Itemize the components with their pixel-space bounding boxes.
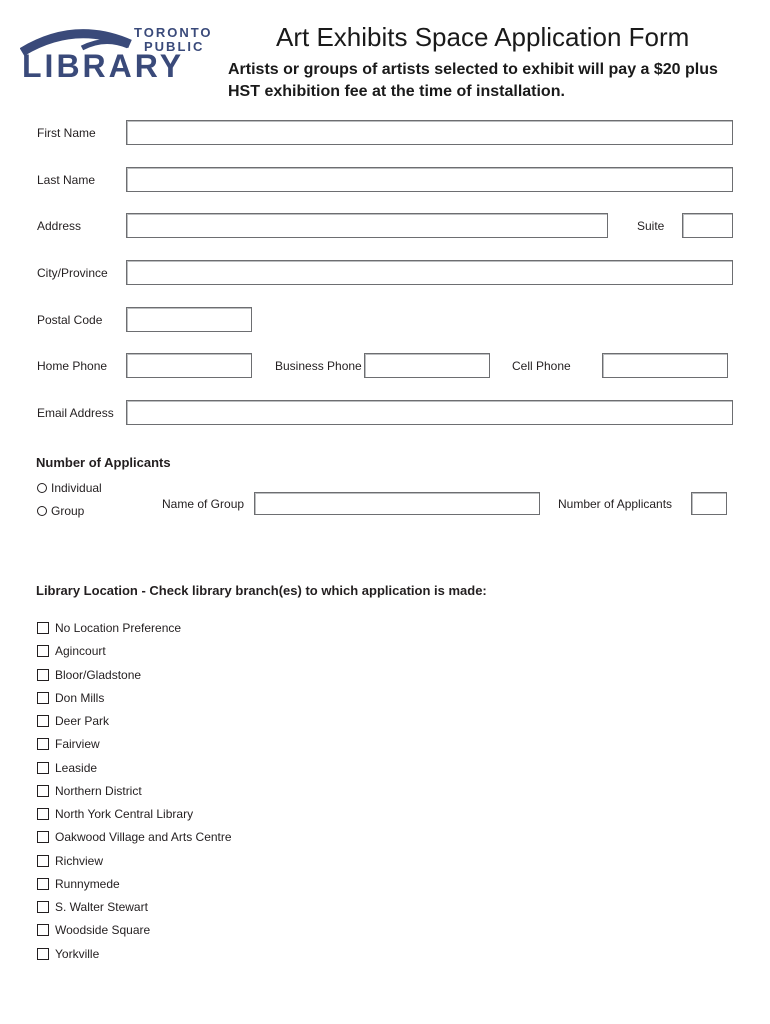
checkbox[interactable]: [37, 831, 49, 843]
number-of-applicants-field[interactable]: [691, 492, 727, 515]
location-option-runnymede[interactable]: [37, 876, 120, 892]
checkbox[interactable]: [37, 738, 49, 750]
location-option-deer-park[interactable]: [37, 713, 109, 729]
location-option-richview[interactable]: [37, 853, 103, 869]
svg-text:LIBRARY: LIBRARY: [22, 48, 185, 78]
home-phone-label: Home Phone: [37, 359, 108, 373]
location-option-oakwood-village-and-arts-centre[interactable]: [37, 829, 232, 845]
cell-phone-field[interactable]: [602, 353, 728, 378]
location-label: Deer Park: [55, 714, 110, 728]
location-label: Woodside Square: [55, 923, 151, 938]
checkbox[interactable]: [37, 715, 49, 727]
suite-field[interactable]: [682, 213, 733, 238]
location-option-agincourt[interactable]: [37, 643, 106, 659]
checkbox[interactable]: [37, 622, 49, 634]
radio-label: Group: [51, 504, 85, 518]
location-option-yorkville[interactable]: [37, 946, 99, 962]
location-option-s-walter-stewart[interactable]: [37, 899, 148, 915]
last-name-label: Last Name: [37, 173, 96, 187]
number-of-applicants-label: Number of Applicants: [558, 497, 673, 511]
location-label: Agincourt: [55, 644, 106, 659]
location-option-fairview[interactable]: [37, 736, 100, 752]
location-label: Bloor/Gladstone: [55, 667, 142, 682]
svg-text:PUBLIC: PUBLIC: [144, 39, 205, 54]
location-option-don-mills[interactable]: [37, 690, 104, 706]
radio-label: Individual: [51, 481, 102, 495]
location-label: Northern District: [55, 783, 142, 798]
location-label: Runnymede: [55, 876, 120, 891]
radio-option-group[interactable]: [37, 503, 84, 519]
location-label: Yorkville: [55, 946, 100, 961]
checkbox[interactable]: [37, 901, 49, 913]
checkbox[interactable]: [37, 855, 49, 867]
checkbox[interactable]: [37, 808, 49, 820]
business-phone-label: Business Phone: [275, 359, 362, 373]
address-label: Address: [37, 219, 82, 233]
checkbox[interactable]: [37, 645, 49, 657]
radio-button[interactable]: [37, 483, 47, 493]
address-field[interactable]: [126, 213, 608, 238]
location-option-leaside[interactable]: [37, 760, 97, 776]
email-field[interactable]: [126, 400, 733, 425]
location-option-north-york-central-library[interactable]: [37, 806, 193, 822]
location-label: Fairview: [55, 737, 100, 752]
city-province-label: City/Province: [37, 266, 108, 280]
location-label: No Location Preference: [55, 621, 182, 635]
city-province-field[interactable]: [126, 260, 733, 285]
checkbox[interactable]: [37, 692, 49, 704]
first-name-field[interactable]: [126, 120, 733, 145]
location-option-bloor-gladstone[interactable]: [37, 667, 141, 683]
checkbox[interactable]: [37, 924, 49, 936]
location-label: Don Mills: [55, 690, 105, 705]
first-name-label: First Name: [37, 126, 96, 140]
checkbox[interactable]: [37, 785, 49, 797]
last-name-field[interactable]: [126, 167, 733, 192]
location-label: Richview: [55, 853, 104, 868]
location-label: S. Walter Stewart: [55, 900, 148, 914]
checkbox[interactable]: [37, 878, 49, 890]
applicants-heading: Number of Applicants: [36, 455, 171, 470]
email-label: Email Address: [37, 406, 114, 420]
checkbox[interactable]: [37, 762, 49, 774]
suite-label: Suite: [637, 219, 665, 233]
checkbox[interactable]: [37, 669, 49, 681]
group-name-field[interactable]: [254, 492, 540, 515]
svg-text:TORONTO: TORONTO: [134, 25, 213, 40]
location-option-northern-district[interactable]: [37, 783, 142, 799]
library-location-heading: Library Location - Check library branch(es) to which application is made:: [36, 583, 487, 598]
form-title: Art Exhibits Space Application Form: [276, 22, 690, 52]
form-subtitle: Artists or groups of artists selected to exhibit will pay a $20 plus HST exhibition fee at the time of installation.: [228, 61, 718, 100]
postal-code-field[interactable]: [126, 307, 252, 332]
location-label: North York Central Library: [55, 807, 194, 821]
location-label: Leaside: [55, 760, 98, 775]
radio-button[interactable]: [37, 506, 47, 516]
postal-code-label: Postal Code: [37, 313, 103, 327]
checkbox[interactable]: [37, 948, 49, 960]
radio-option-individual[interactable]: [37, 480, 102, 496]
toronto-public-library-logo: [20, 22, 230, 78]
home-phone-field[interactable]: [126, 353, 252, 378]
cell-phone-label: Cell Phone: [512, 359, 571, 373]
location-label: Oakwood Village and Arts Centre: [55, 830, 232, 845]
location-option-woodside-square[interactable]: [37, 922, 150, 938]
location-option-no-location-preference[interactable]: [37, 620, 181, 636]
business-phone-field[interactable]: [364, 353, 490, 378]
group-name-label: Name of Group: [162, 497, 245, 511]
